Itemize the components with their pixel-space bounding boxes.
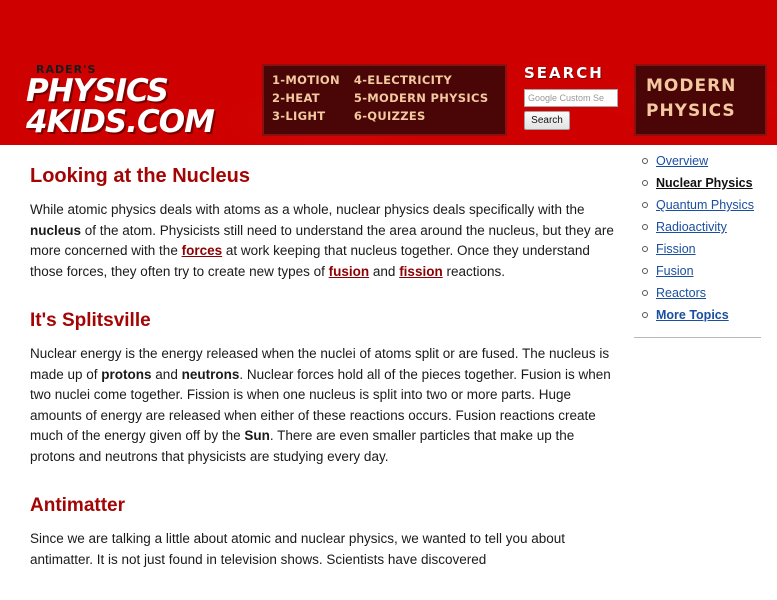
page-title: Looking at the Nucleus <box>30 165 251 187</box>
sidebar-item-label[interactable]: Fission <box>656 242 696 256</box>
heading-splitsville: It's Splitsville <box>30 310 151 331</box>
circle-bullet-icon <box>642 290 648 296</box>
sidebar-list <box>634 154 767 301</box>
circle-bullet-icon <box>642 202 648 208</box>
logo-raders-text: RADER'S <box>36 63 97 76</box>
search-title: SEARCH <box>524 64 604 82</box>
paragraph-nuclear-energy <box>30 344 620 467</box>
link-forces[interactable]: forces <box>181 243 223 258</box>
heading-antimatter: Antimatter <box>30 495 126 516</box>
nav-item-light[interactable]: 3-LIGHT <box>272 109 326 123</box>
sidebar-item-more-topics[interactable] <box>634 308 767 323</box>
sidebar-item-label[interactable]: Radioactivity <box>656 220 727 234</box>
header-top-band <box>0 0 777 58</box>
text-run: . There are even smaller particles that make up the protons and neutrons that physicists are studying every day. <box>30 428 575 464</box>
text-run: at work keeping that nucleus together. Once they understand those forces, they often try to create new types of <box>30 243 590 279</box>
search-button[interactable]: Search <box>524 111 570 130</box>
circle-bullet-icon <box>642 312 648 318</box>
nav-item-electricity[interactable]: 4-ELECTRICITY <box>353 73 452 87</box>
text-run: While atomic physics deals with atoms as a whole, nuclear physics deals specifically with the <box>30 202 585 217</box>
section-title-box <box>634 64 767 136</box>
section-title-line2: PHYSICS <box>646 101 736 121</box>
link-fission[interactable]: fission <box>399 263 443 279</box>
sidebar-item-overview[interactable] <box>634 154 767 169</box>
circle-bullet-icon <box>642 268 648 274</box>
logo-line1: PHYSICS <box>26 73 168 109</box>
nav-item-modern-physics[interactable]: 5-MODERN PHYSICS <box>353 91 489 105</box>
main-navigation <box>262 64 507 136</box>
search-input[interactable]: Google Custom Se <box>524 89 618 107</box>
circle-bullet-icon <box>642 158 648 164</box>
text-run: of the atom. Physicists still need to understand the area around the nucleus, but they are more concerned with the <box>30 222 614 258</box>
paragraph-nucleus <box>30 200 620 282</box>
circle-bullet-icon <box>642 246 648 252</box>
sidebar-item-fission[interactable] <box>634 242 767 257</box>
sidebar-item-radioactivity[interactable] <box>634 220 767 235</box>
nav-item-quizzes[interactable]: 6-QUIZZES <box>353 109 426 123</box>
sidebar-item-fusion[interactable] <box>634 264 767 279</box>
circle-bullet-icon <box>642 224 648 230</box>
sidebar <box>634 145 767 350</box>
site-logo[interactable] <box>14 63 259 140</box>
sidebar-more-list <box>634 308 767 323</box>
logo-line2: 4KIDS.COM <box>26 104 214 140</box>
sidebar-item-nuclear-physics[interactable] <box>634 176 767 191</box>
content-area <box>0 145 777 600</box>
article-main <box>30 145 620 574</box>
nav-item-motion[interactable]: 1-MOTION <box>272 73 340 87</box>
sidebar-item-reactors[interactable] <box>634 286 767 301</box>
text-run: . Nuclear forces hold all of the pieces together. Fusion is when two nuclei come together. Fission is when one nucleus is split into two or more parts. Huge amounts of energy are released when either of these reactions occurs. Fusion reactions create much of the energy given off by the <box>30 366 611 443</box>
sidebar-item-label[interactable]: Nuclear Physics <box>656 176 753 190</box>
paragraph-antimatter: Since we are talking a little about atomic and nuclear physics, we wanted to tell you about antimatter. It is not just found in television shows. Scientists have discovered <box>30 531 566 567</box>
text-run: reactions. <box>442 263 505 279</box>
sidebar-item-label[interactable]: Reactors <box>656 286 707 300</box>
section-title-line1: MODERN <box>646 76 737 96</box>
text-run: Nuclear energy is the energy released when the nuclei of atoms split or are fused. The nucleus is made up of <box>30 346 610 382</box>
text-run: and <box>151 366 182 382</box>
link-fusion[interactable]: fusion <box>328 263 370 279</box>
sidebar-divider <box>634 337 761 338</box>
term-neutrons: neutrons <box>181 366 240 382</box>
text-run: and <box>369 263 400 279</box>
circle-bullet-icon <box>642 180 648 186</box>
sidebar-item-label[interactable]: Fusion <box>656 264 694 278</box>
search-area <box>524 64 628 136</box>
sidebar-item-label[interactable]: Overview <box>656 154 709 168</box>
nav-item-heat[interactable]: 2-HEAT <box>272 91 320 105</box>
term-protons: protons <box>101 366 152 382</box>
term-sun: Sun <box>244 428 270 443</box>
term-nucleus: nucleus <box>30 222 82 238</box>
sidebar-item-quantum-physics[interactable] <box>634 198 767 213</box>
sidebar-item-label[interactable]: More Topics <box>656 308 729 322</box>
sidebar-item-label[interactable]: Quantum Physics <box>656 198 754 212</box>
site-header <box>0 0 777 145</box>
